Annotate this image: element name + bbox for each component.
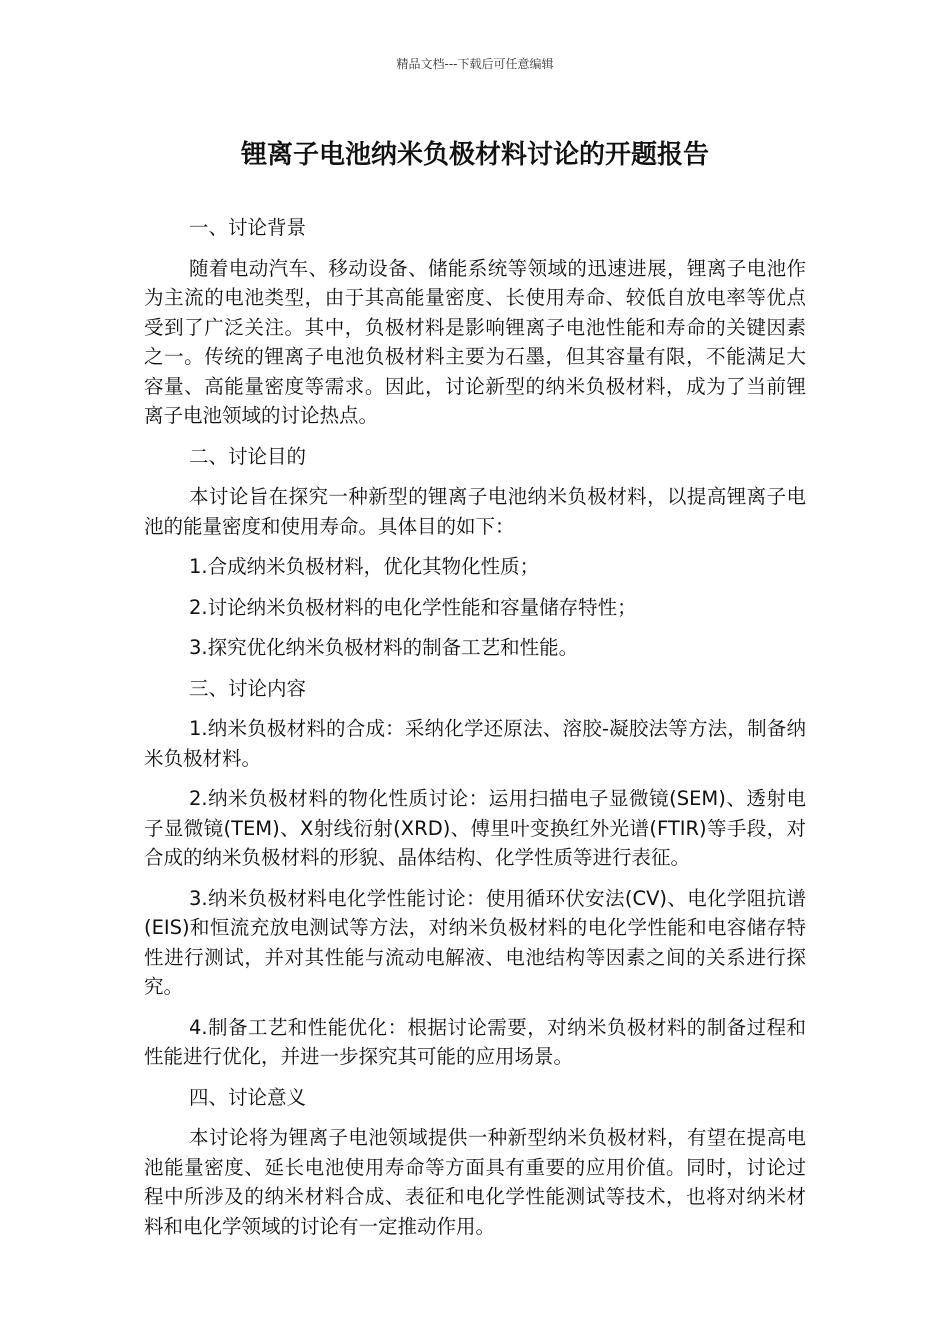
list-item: 2.纳米负极材料的物化性质讨论：运用扫描电子显微镜(SEM)、透射电子显微镜(TEM)、X射线衍射(XRD)、傅里叶变换红外光谱(FTIR)等手段，对合成的纳米负极材料的形貌、晶体结构、化学性质等进行表征。 xyxy=(144,787,806,869)
document-title: 锂离子电池纳米负极材料讨论的开题报告 xyxy=(240,140,709,170)
section-heading-significance: 四、讨论意义 xyxy=(189,1085,307,1109)
paragraph-purpose: 本讨论旨在探究一种新型的锂离子电池纳米负极材料，以提高锂离子电池的能量密度和使用寿命。具体目的如下： xyxy=(144,485,806,538)
section-heading-background: 一、讨论背景 xyxy=(189,216,307,239)
section-heading-content: 三、讨论内容 xyxy=(189,676,307,700)
list-item: 2.讨论纳米负极材料的电化学性能和容量储存特性； xyxy=(189,595,637,619)
list-item: 1.纳米负极材料的合成：采纳化学还原法、溶胶-凝胶法等方法，制备纳米负极材料。 xyxy=(144,717,806,770)
paragraph-background: 随着电动汽车、移动设备、储能系统等领域的迅速进展，锂离子电池作为主流的电池类型，由于其高能量密度、长使用寿命、较低自放电率等优点受到了广泛关注。其中，负极材料是影响锂离子电池性能和寿命的关键因素之一。传统的锂离子电池负极材料主要为石墨，但其容量有限，不能满足大容量、高能量密度等需求。因此，讨论新型的纳米负极材料，成为了当前锂离子电池领域的讨论热点。 xyxy=(144,256,806,427)
list-item: 3.探究优化纳米负极材料的制备工艺和性能。 xyxy=(189,636,579,659)
page-header: 精品文档---下载后可任意编辑 xyxy=(396,57,554,71)
list-item: 3.纳米负极材料电化学性能讨论：使用循环伏安法(CV)、电化学阻抗谱(EIS)和恒流充放电测试等方法，对纳米负极材料的电化学性能和电容储存特性进行测试，并对其性能与流动电解液、电池结构等因素之间的关系进行探究。 xyxy=(144,886,806,998)
list-item: 1.合成纳米负极材料，优化其物化性质； xyxy=(189,555,540,578)
section-heading-purpose: 二、讨论目的 xyxy=(189,444,307,468)
paragraph-significance: 本讨论将为锂离子电池领域提供一种新型纳米负极材料，有望在提高电池能量密度、延长电池使用寿命等方面具有重要的应用价值。同时，讨论过程中所涉及的纳米材料合成、表征和电化学性能测试等技术，也将对纳米材料和电化学领域的讨论有一定推动作用。 xyxy=(144,1126,806,1238)
document-body xyxy=(144,213,806,1252)
list-item: 4.制备工艺和性能优化：根据讨论需要，对纳米负极材料的制备过程和性能进行优化，并进一步探究其可能的应用场景。 xyxy=(144,1015,806,1068)
